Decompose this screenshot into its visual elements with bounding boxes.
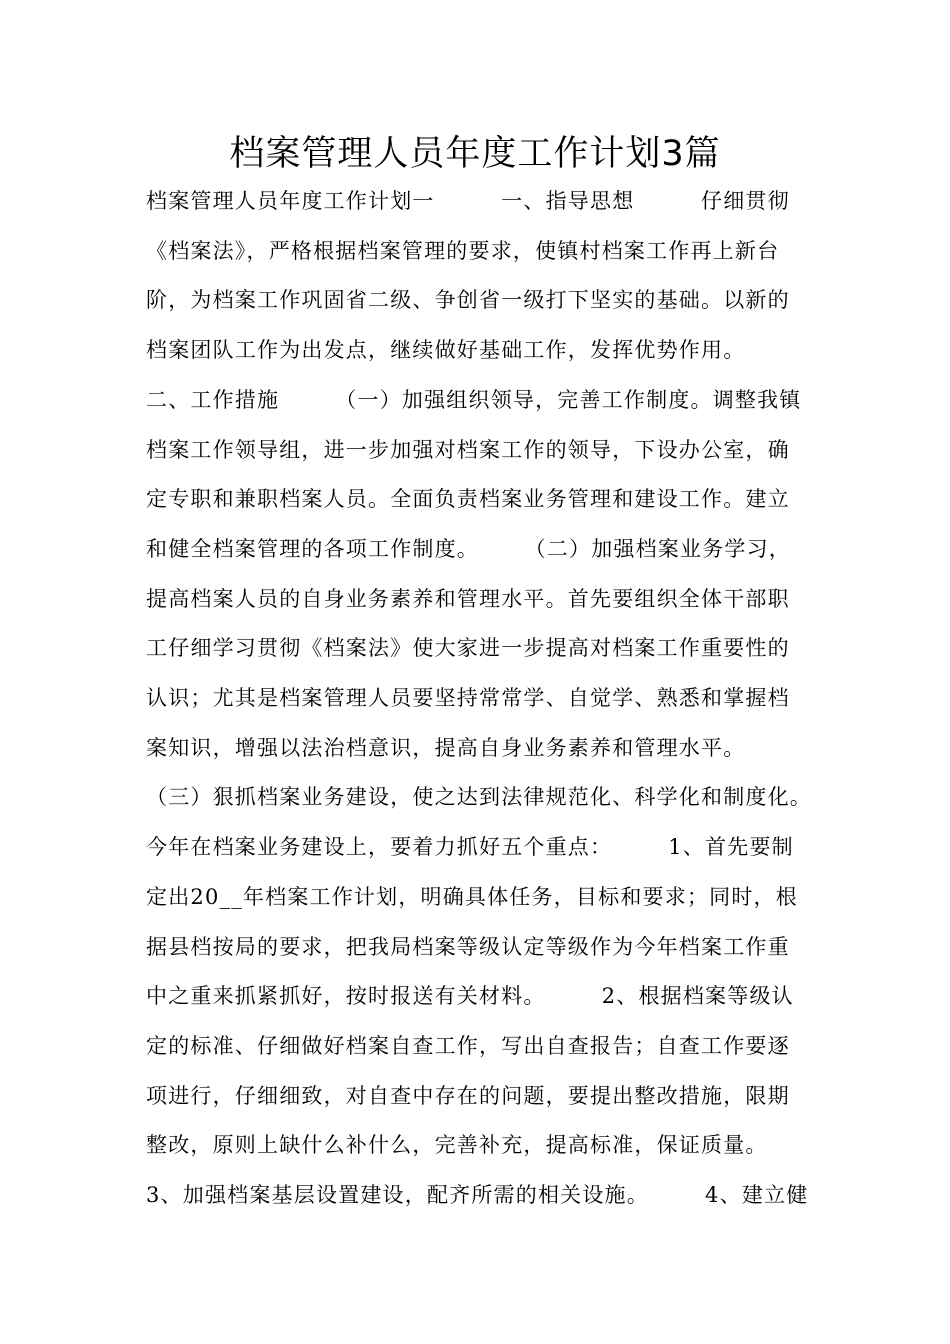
body-text-line: 项进行，仔细细致，对自查中存在的问题，要提出整改措施，限期 (146, 1084, 790, 1108)
body-text-line: 定专职和兼职档案人员。全面负责档案业务管理和建设工作。建立 (146, 487, 790, 511)
body-text-line: 定出20__年档案工作计划，明确具体任务，目标和要求；同时，根 (146, 885, 798, 909)
body-text-line: 阶，为档案工作巩固省二级、争创省一级打下坚实的基础。以新的 (146, 288, 790, 312)
body-text-line: 档案管理人员年度工作计划一 一、指导思想 仔细贯彻 (146, 189, 790, 213)
body-text-line: 定的标准、仔细做好档案自查工作，写出自查报告；自查工作要逐 (146, 1034, 790, 1058)
body-text-line: （三）狠抓档案业务建设，使之达到法律规范化、科学化和制度化。 (146, 785, 812, 809)
body-text-line: 和健全档案管理的各项工作制度。 （二）加强档案业务学习， (146, 537, 791, 561)
body-text-line: 案知识，增强以法治档意识，提高自身业务素养和管理水平。 (146, 736, 746, 760)
body-text-line: 工仔细学习贯彻《档案法》使大家进一步提高对档案工作重要性的 (146, 636, 790, 660)
body-text-line: 档案工作领导组，进一步加强对档案工作的领导，下设办公室，确 (146, 438, 790, 462)
body-text-line: 认识；尤其是档案管理人员要坚持常常学、自觉学、熟悉和掌握档 (146, 686, 790, 710)
body-text-line: 3、加强档案基层设置建设，配齐所需的相关设施。 4、建立健 (146, 1183, 809, 1207)
body-text-line: 中之重来抓紧抓好，按时报送有关材料。 2、根据档案等级认 (146, 984, 794, 1008)
body-text-line: 今年在档案业务建设上，要着力抓好五个重点： 1、首先要制 (146, 835, 794, 859)
body-text-line: 二、工作措施 （一）加强组织领导，完善工作制度。调整我镇 (146, 388, 802, 412)
body-text-line: 《档案法》，严格根据档案管理的要求，使镇村档案工作再上新台 (146, 239, 780, 263)
body-text-line: 档案团队工作为出发点，继续做好基础工作，发挥优势作用。 (146, 338, 746, 362)
body-text-line: 据县档按局的要求，把我局档案等级认定等级作为今年档案工作重 (146, 935, 790, 959)
body-text-line: 提高档案人员的自身业务素养和管理水平。首先要组织全体干部职 (146, 587, 790, 611)
body-text-line: 整改，原则上缺什么补什么，完善补充，提高标准，保证质量。 (146, 1133, 768, 1157)
document-title: 档案管理人员年度工作计划3篇 (229, 134, 721, 174)
